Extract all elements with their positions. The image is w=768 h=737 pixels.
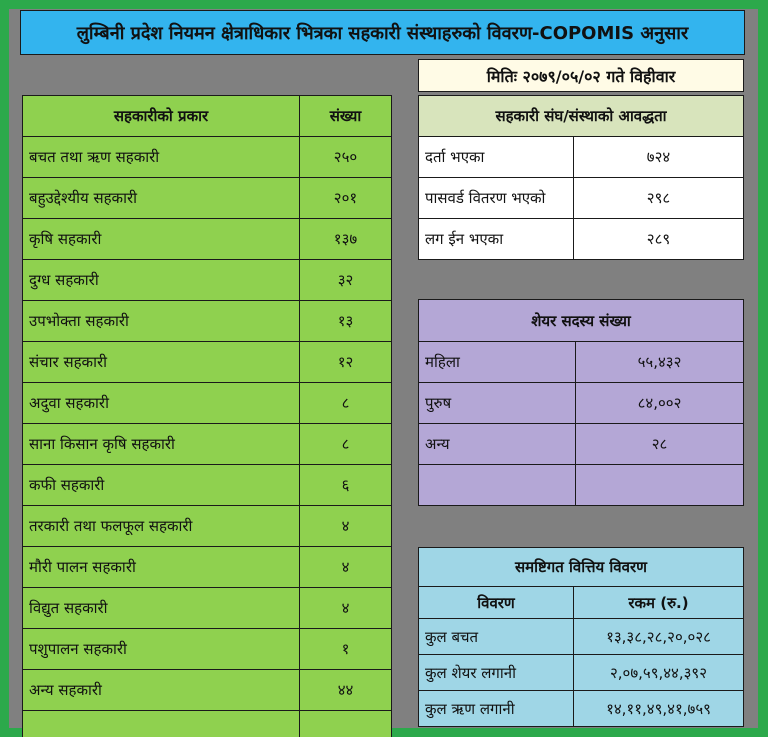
- membership-row: [419, 178, 744, 219]
- finance-col-value: रकम (रु.): [574, 587, 744, 619]
- finance-value: २,०७,५९,४४,३९२: [574, 655, 744, 691]
- cooperative-type-value: ८: [300, 424, 392, 465]
- cooperative-type-value: ६: [300, 465, 392, 506]
- cooperative-type-label: अदुवा सहकारी: [23, 383, 300, 424]
- cooperative-type-label: पशुपालन सहकारी: [23, 629, 300, 670]
- cooperative-type-row: [23, 219, 392, 260]
- share-label: अन्य: [419, 424, 576, 465]
- finance-label: कुल ऋण लगानी: [419, 691, 574, 727]
- col-header-type: सहकारीको प्रकार: [23, 96, 300, 137]
- cooperative-type-value: १२: [300, 342, 392, 383]
- cooperative-type-label: दुग्ध सहकारी: [23, 260, 300, 301]
- cooperative-type-row: [23, 547, 392, 588]
- share-label: महिला: [419, 342, 576, 383]
- finance-value: १४,११,४९,४१,७५९: [574, 691, 744, 727]
- date-label: मितिः २०७९/०५/०२ गते विहीवार: [418, 59, 744, 92]
- cooperative-type-label: बहुउद्देश्यीय सहकारी: [23, 178, 300, 219]
- share-row: [419, 383, 744, 424]
- cooperative-type-value: ४: [300, 588, 392, 629]
- cooperative-type-label: उपभोक्ता सहकारी: [23, 301, 300, 342]
- cooperative-type-value: २५०: [300, 137, 392, 178]
- cooperative-type-label: विद्युत सहकारी: [23, 588, 300, 629]
- cooperative-type-value: ४: [300, 506, 392, 547]
- cooperative-type-label: तरकारी तथा फलफूल सहकारी: [23, 506, 300, 547]
- cooperative-types-body: [23, 137, 392, 711]
- finance-row: [419, 619, 744, 655]
- membership-label: पासवर्ड वितरण भएको: [419, 178, 574, 219]
- total-row: [23, 711, 392, 737]
- share-row: [419, 342, 744, 383]
- cooperative-type-row: [23, 424, 392, 465]
- cooperative-type-label: संचार सहकारी: [23, 342, 300, 383]
- membership-label: लग ईन भएका: [419, 219, 574, 260]
- cooperative-type-row: [23, 465, 392, 506]
- cooperative-type-value: ८: [300, 383, 392, 424]
- cooperative-type-row: [23, 342, 392, 383]
- total-count: [300, 711, 392, 737]
- cooperative-type-row: [23, 260, 392, 301]
- cooperative-type-row: [23, 383, 392, 424]
- share-body: [419, 342, 744, 465]
- share-total-row: [419, 465, 744, 506]
- membership-value: २८९: [574, 219, 744, 260]
- cooperative-type-label: मौरी पालन सहकारी: [23, 547, 300, 588]
- share-header: शेयर सदस्य संख्या: [419, 300, 744, 342]
- membership-label: दर्ता भएका: [419, 137, 574, 178]
- membership-row: [419, 219, 744, 260]
- cooperative-type-value: ४: [300, 547, 392, 588]
- cooperative-type-row: [23, 670, 392, 711]
- cooperative-type-row: [23, 629, 392, 670]
- share-value: २८: [576, 424, 744, 465]
- membership-value: ७२४: [574, 137, 744, 178]
- cooperative-type-label: बचत तथा ऋण सहकारी: [23, 137, 300, 178]
- share-row: [419, 424, 744, 465]
- table-header-row: [23, 96, 392, 137]
- cooperative-type-label: साना किसान कृषि सहकारी: [23, 424, 300, 465]
- col-header-count: संख्या: [300, 96, 392, 137]
- finance-col-label: विवरण: [419, 587, 574, 619]
- cooperative-type-row: [23, 588, 392, 629]
- membership-header: सहकारी संघ/संस्थाको आवद्धता: [419, 96, 744, 137]
- cooperative-type-row: [23, 506, 392, 547]
- page-title: लुम्बिनी प्रदेश नियमन क्षेत्राधिकार भित्रका सहकारी संस्थाहरुको विवरण-COPOMIS अनुसार: [20, 10, 745, 55]
- share-label: पुरुष: [419, 383, 576, 424]
- cooperative-type-label: कफी सहकारी: [23, 465, 300, 506]
- finance-row: [419, 691, 744, 727]
- cooperative-type-label: कृषि सहकारी: [23, 219, 300, 260]
- total-label: [23, 711, 300, 737]
- finance-value: १३,३८,२८,२०,०२८: [574, 619, 744, 655]
- share-total-value: [576, 465, 744, 506]
- share-value: ८४,००२: [576, 383, 744, 424]
- finance-label: कुल शेयर लगानी: [419, 655, 574, 691]
- finance-row: [419, 655, 744, 691]
- share-members-table: [418, 299, 744, 506]
- cooperative-type-value: ३२: [300, 260, 392, 301]
- cooperative-type-value: १३: [300, 301, 392, 342]
- cooperative-types-table: [22, 95, 392, 737]
- membership-value: २९८: [574, 178, 744, 219]
- membership-table: [418, 95, 744, 260]
- share-value: ५५,४३२: [576, 342, 744, 383]
- finance-body: [419, 619, 744, 727]
- cooperative-type-value: १३७: [300, 219, 392, 260]
- membership-row: [419, 137, 744, 178]
- cooperative-type-value: ४४: [300, 670, 392, 711]
- membership-body: [419, 137, 744, 260]
- finance-table: [418, 547, 744, 727]
- cooperative-type-value: २०१: [300, 178, 392, 219]
- cooperative-type-row: [23, 137, 392, 178]
- cooperative-type-value: १: [300, 629, 392, 670]
- finance-label: कुल बचत: [419, 619, 574, 655]
- cooperative-type-row: [23, 301, 392, 342]
- cooperative-type-label: अन्य सहकारी: [23, 670, 300, 711]
- finance-header: समष्टिगत वित्तिय विवरण: [419, 548, 744, 587]
- cooperative-type-row: [23, 178, 392, 219]
- share-total-label: [419, 465, 576, 506]
